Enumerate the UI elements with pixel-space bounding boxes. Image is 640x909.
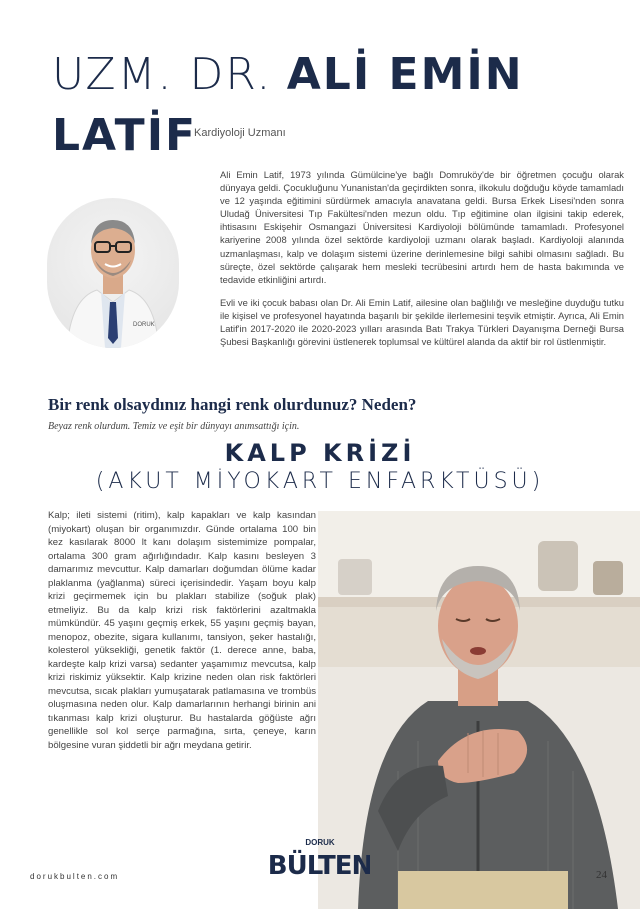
title-last-name: LATİF <box>52 110 198 161</box>
page-number: 24 <box>596 869 607 881</box>
question-heading: Bir renk olsaydınız hangi renk olurdunuz? Neden? <box>48 395 417 414</box>
question-answer: Beyaz renk olurdum. Temiz ve eşit bir dünyayı anımsattığı için. <box>48 421 300 432</box>
logo-big-text: BÜLTEN <box>270 851 370 881</box>
title-prefix: UZM. DR. <box>52 49 273 100</box>
section-subtitle: (AKUT MİYOKART ENFARKTÜSÜ) <box>95 469 545 494</box>
section-title: KALP KRİZİ <box>224 439 416 467</box>
biography <box>220 168 624 358</box>
doctor-portrait <box>47 198 179 348</box>
bio-paragraph-2: Evli ve iki çocuk babası olan Dr. Ali Emin Latif, ailesine olan bağlılığı ve mesleğine duyduğu tutku ile kişisel ve profesyonel hayatında başarılı bir şekilde ilerlemesini teşvik etmiştir. Ayrıca, Ali Emin Latif'in 2017-2020 ile 2020-2023 yılları arasında Batı Trakya Türkleri Dayanışma Derneği Bursa Şubesi Başkanlığı görevini üstlenerek toplumsal ve kültürel alanda da aktif bir rol üstlenmiştir. <box>220 296 624 348</box>
doctor-specialty: Kardiyoloji Uzmanı <box>194 127 286 139</box>
logo-small-text: DORUK <box>305 838 335 847</box>
coat-logo-text: DORUK <box>133 322 155 328</box>
title-first-name: ALİ EMİN <box>286 49 524 100</box>
page-title <box>52 46 524 103</box>
title-last-name-row <box>52 108 197 164</box>
bio-paragraph-1: Ali Emin Latif, 1973 yılında Gümülcine'ye bağlı Domruköy'de bir öğretmen çocuğu olarak dünyaya geldi. Çocukluğunu Yunanistan'da geçirdikten sonra, ilkokulu doğduğu köyde tamamladı ve 12 yaşında eğitimini sürdürmek amacıyla anavatana geldi. Bursa Erkek Lisesi'nden sonra Uludağ Üniversitesi Tıp Fakültesi'nden mezun oldu. Tıp eğitimine olan ilgisini takip ederek, ihtisasını Eskişehir Osmangazi Üniversitesi Kardiyoloji bölümünde tamamladı. Profesyonel kariyerine 2008 yılında özel sektörde kardiyoloji uzmanı olarak başladı. Kardiyoloji alanında uzmanlaşması, kalp ve dolaşım sistemi üzerine derinlemesine bilgi sahibi olmasını sağladı. Bu süreçte, özel sektörde çalışarak hem mesleki tecrübesini artırdı hem de hasta bakımında ve tedavide etkinliğini artırdı. <box>220 169 624 285</box>
website-url[interactable]: dorukbulten.com <box>30 872 120 881</box>
doruk-bulten-logo <box>270 834 370 884</box>
article-body: Kalp; ileti sistemi (ritim), kalp kapakları ve kalp kasından (miyokart) oluşan bir organımızdır. Günde ortalama 100 bin kez kasılarak 8000 lt kanı dolaşım sistemimize pompalar, ortalama 300 gram ağırlığındadır. Kalp kasını besleyen 3 damarımız mevcuttur. Kalp damarları doğumdan ölüme kadar plaklanma (yağlanma) süreci içerisindedir. Yaşam boyu kalp krizi geçirmemek için bu plakları stabilize (soğuk plak) etmeliyiz. Bu da kalp krizi risk faktörlerini azaltmakla mümkündür. 45 yaşını geçmiş erkek, 55 yaşını geçmiş bayan, menopoz, obezite, sigara kullanımı, tansiyon, şeker hastalığı, kolesterol yüksekliği, genetik faktör (1. derece anne, baba, kardeşte kalp krizi varsa) sedanter yaşamımız mevcutsa, kalp krizi riskimiz yüksektir. Kalp krizine neden olan risk faktörleri mevcutsa, sıcak plakları yumuşatarak patlamasına ve trombüs oluşmasına neden olur. Kalp damarlarının herhangi birinin ani tıkanması kalp krizi oluşturur. Bu hastalarda göğüste ağrı genellikle sol kol serçe parmağına, sırta, çeneye, karın bölgesine vuran şiddetli bir ağrı meydana getirir. <box>48 510 316 751</box>
